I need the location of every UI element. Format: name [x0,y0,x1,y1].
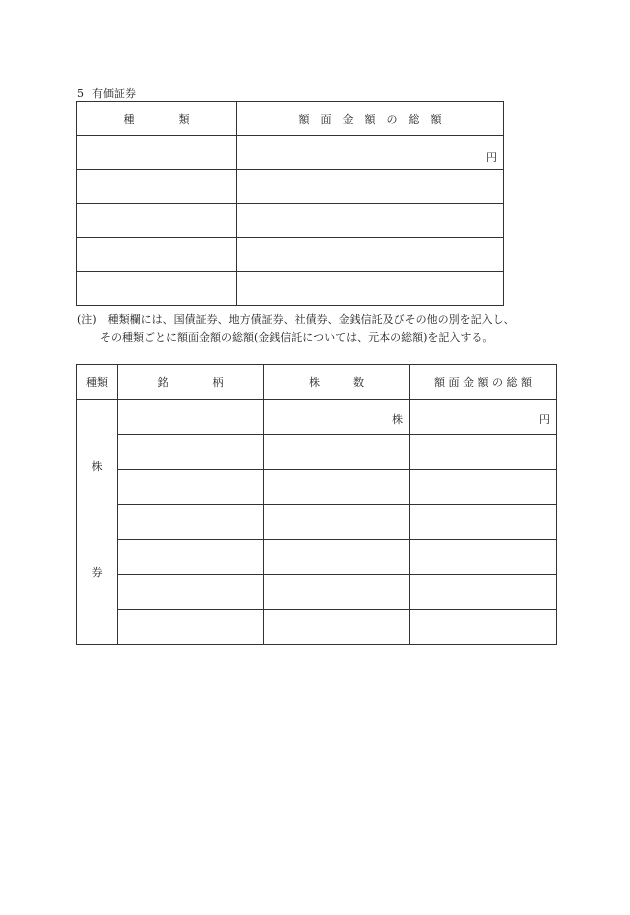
face-value-cell[interactable] [410,470,557,505]
brand-cell[interactable] [118,505,264,540]
kind-char-stock: 株 [91,460,103,473]
header-kind: 種 類 [77,102,237,136]
kind-cell[interactable] [77,238,237,272]
face-value-cell[interactable] [410,505,557,540]
shares-cell[interactable] [264,435,410,470]
shares-cell[interactable] [264,610,410,645]
face-value-cell[interactable] [237,204,504,238]
table-row [77,272,504,306]
face-value-cell[interactable] [410,575,557,610]
face-value-cell[interactable] [237,136,504,170]
note [77,311,515,347]
section-title: 有価証券 [92,87,136,100]
kind-cell[interactable] [77,204,237,238]
face-value-cell[interactable] [410,540,557,575]
table-row [77,238,504,272]
note-line-2: その種類ごとに額面金額の総額(金銭信託については、元本の総額)を記入する。 [100,331,494,344]
shares-cell[interactable] [264,540,410,575]
kind-cell-stock [77,400,118,645]
table-row [77,136,504,170]
table-row [77,610,557,645]
header-face-value-total: 額 面 金 額 の 総 額 [410,365,557,400]
face-value-cell[interactable] [410,400,557,435]
table-row [77,400,557,435]
section-heading [77,85,136,101]
kind-cell[interactable] [77,136,237,170]
brand-cell[interactable] [118,435,264,470]
unit-shares: 株 [392,413,403,426]
table-row [77,575,557,610]
kind-cell[interactable] [77,272,237,306]
unit-yen: 円 [539,413,550,426]
brand-cell[interactable] [118,575,264,610]
face-value-cell[interactable] [237,272,504,306]
table-row [77,505,557,540]
table-row [77,170,504,204]
brand-cell[interactable] [118,610,264,645]
table-row [77,204,504,238]
header-kind: 種類 [77,365,118,400]
unit-yen: 円 [486,151,497,164]
table-row [77,435,557,470]
shares-cell[interactable] [264,575,410,610]
face-value-cell[interactable] [410,435,557,470]
face-value-cell[interactable] [237,238,504,272]
brand-cell[interactable] [118,400,264,435]
note-line-1: (注) 種類欄には、国債証券、地方債証券、社債券、金銭信託及びその他の別を記入し、 [77,313,515,326]
table-row [77,540,557,575]
table-row [77,470,557,505]
header-face-value-total: 額 面 金 額 の 総 額 [237,102,504,136]
brand-cell[interactable] [118,540,264,575]
face-value-cell[interactable] [237,170,504,204]
shares-cell[interactable] [264,470,410,505]
stock-table [76,364,557,645]
header-brand: 銘 柄 [118,365,264,400]
face-value-cell[interactable] [410,610,557,645]
brand-cell[interactable] [118,470,264,505]
section-number: 5 [77,87,84,100]
kind-cell[interactable] [77,170,237,204]
securities-type-table [76,101,504,306]
header-shares: 株 数 [264,365,410,400]
shares-cell[interactable] [264,505,410,540]
kind-char-certificate: 券 [91,566,103,579]
table-header-row [77,365,557,400]
table-header-row [77,102,504,136]
shares-cell[interactable] [264,400,410,435]
